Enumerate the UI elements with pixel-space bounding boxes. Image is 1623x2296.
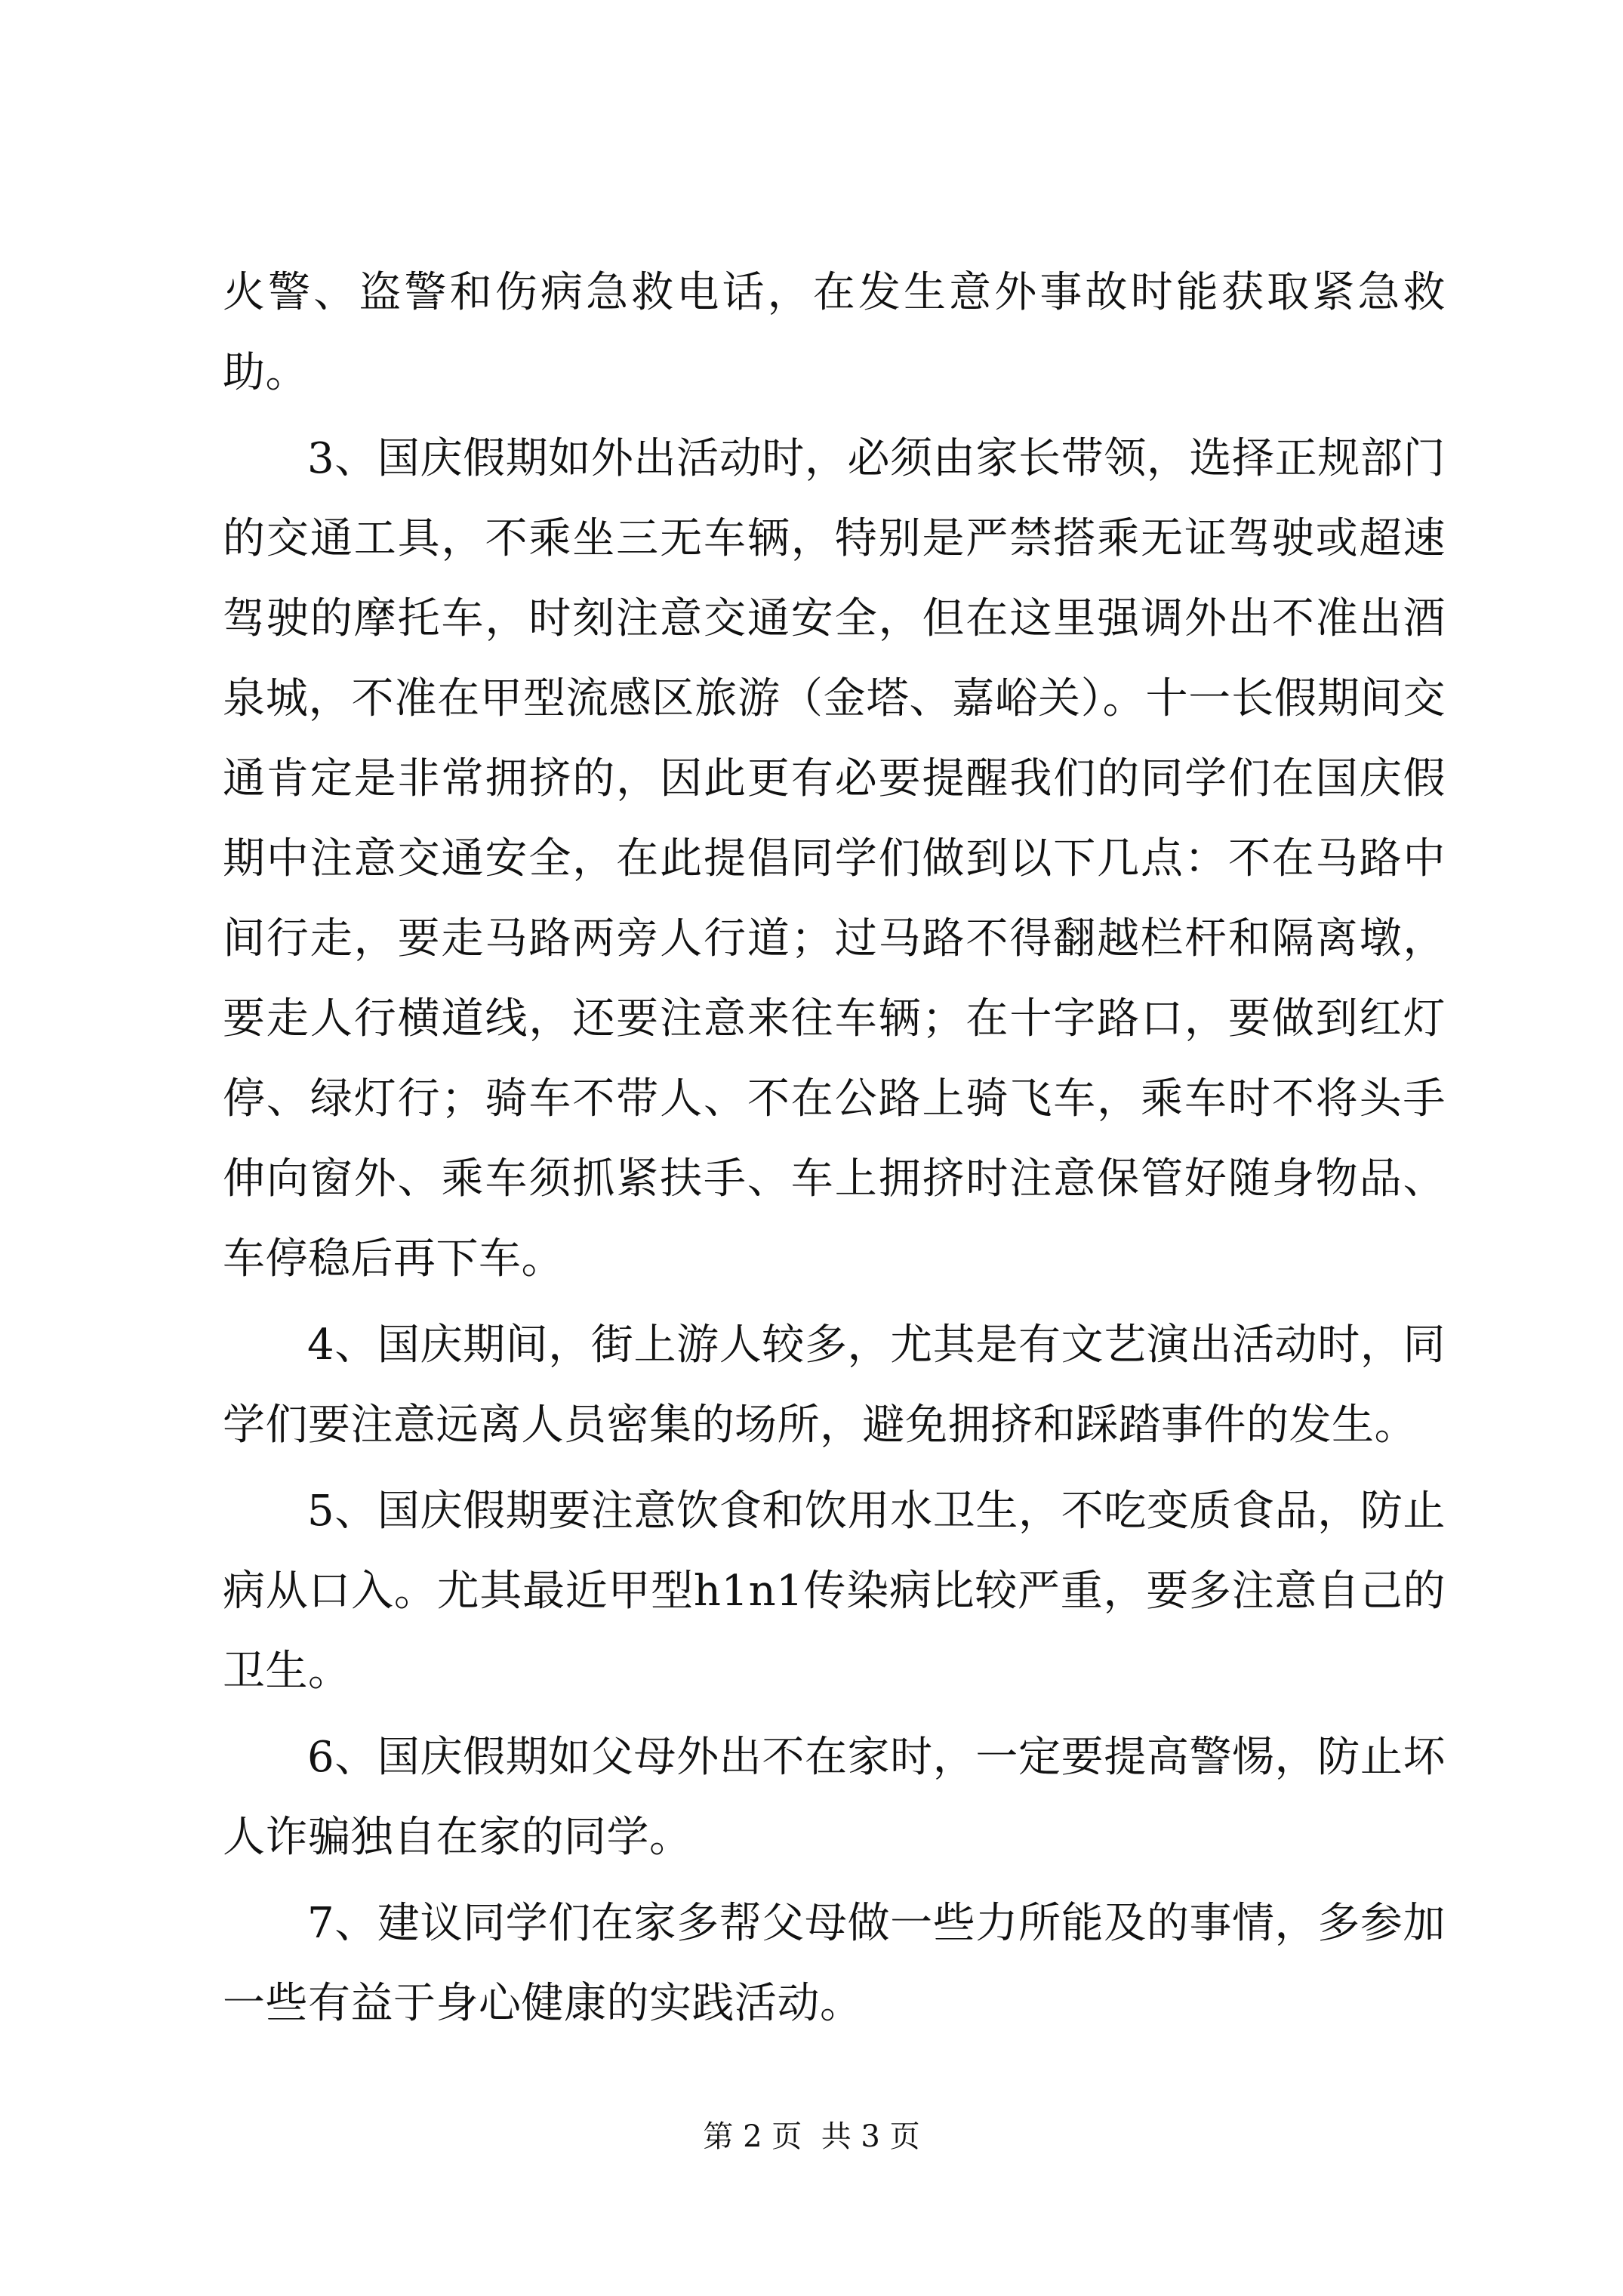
paragraph-3: 4、国庆期间，街上游人较多，尤其是有文艺演出活动时，同学们要注意远离人员密集的场所，避免拥挤和踩踏事件的发生。 bbox=[223, 1321, 1446, 1450]
paragraph-4: 5、国庆假期要注意饮食和饮用水卫生，不吃变质食品，防止病从口入。尤其最近甲型h1n1传染病比较严重，要多注意自己的卫生。 bbox=[223, 1487, 1446, 1696]
page-number-label: 第 2 页 共 3 页 bbox=[703, 2119, 920, 2154]
document-body bbox=[223, 253, 1446, 2050]
page-footer bbox=[0, 2114, 1623, 2159]
paragraph-1: 火警、盗警和伤病急救电话，在发生意外事故时能获取紧急救助。 bbox=[223, 268, 1446, 397]
paragraph-6: 7、建议同学们在家多帮父母做一些力所能及的事情，多参加一些有益于身心健康的实践活动。 bbox=[223, 1899, 1446, 2028]
paragraph-5: 6、国庆假期如父母外出不在家时，一定要提高警惕，防止坏人诈骗独自在家的同学。 bbox=[223, 1733, 1446, 1862]
paragraph-2: 3、国庆假期如外出活动时，必须由家长带领，选择正规部门的交通工具，不乘坐三无车辆，特别是严禁搭乘无证驾驶或超速驾驶的摩托车，时刻注意交通安全，但在这里强调外出不准出酒泉城，不准在甲型流感区旅游（金塔、嘉峪关）。十一长假期间交通肯定是非常拥挤的，因此更有必要提醒我们的同学们在国庆假期中注意交通安全，在此提倡同学们做到以下几点：不在马路中间行走，要走马路两旁人行道；过马路不得翻越栏杆和隔离墩，要走人行横道线，还要注意来往车辆；在十字路口，要做到红灯停、绿灯行；骑车不带人、不在公路上骑飞车，乘车时不将头手伸向窗外、乘车须抓紧扶手、车上拥挤时注意保管好随身物品、车停稳后再下车。 bbox=[223, 434, 1446, 1284]
